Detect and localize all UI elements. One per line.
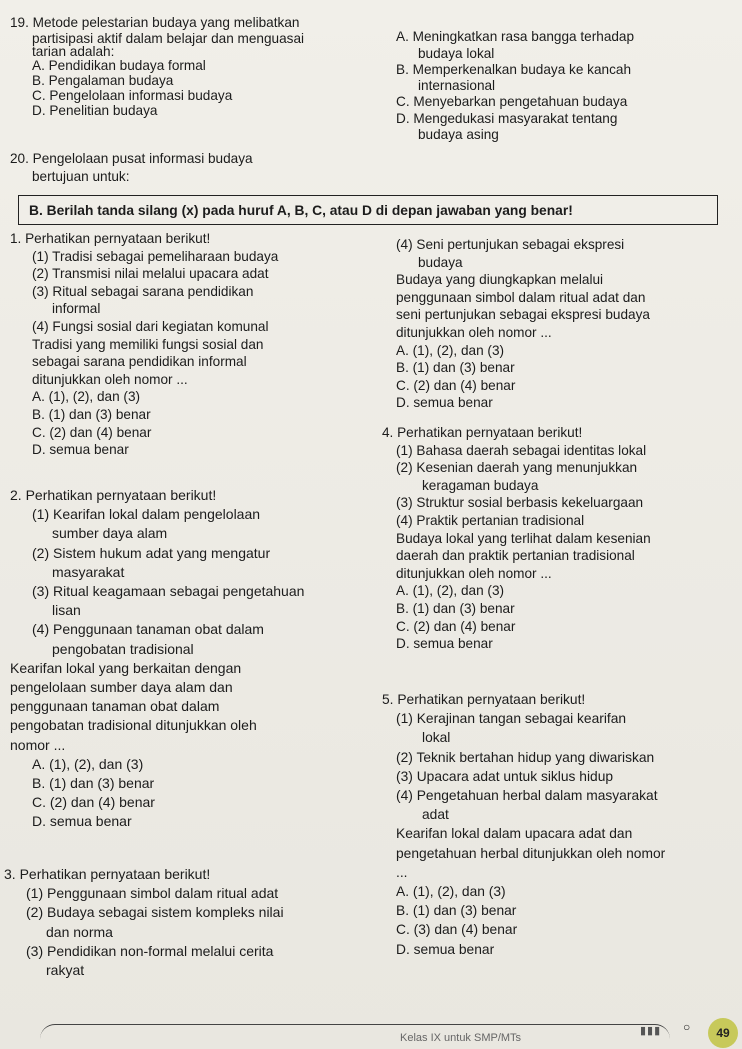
q3-option-b: B. (1) dan (3) benar <box>396 360 515 376</box>
q4-option-d: D. semua benar <box>396 636 493 652</box>
question-20-options <box>396 28 736 143</box>
q4-question: ditunjukkan oleh nomor ... <box>396 565 552 581</box>
q19-line: partisipasi aktif dalam belajar dan menguasai <box>32 30 305 46</box>
q2-statement: sumber daya alam <box>52 525 168 542</box>
q2-option-c: C. (2) dan (4) benar <box>32 794 155 811</box>
q19-option-d: D. Penelitian budaya <box>32 102 158 118</box>
q20-option-c: C. Menyebarkan pengetahuan budaya <box>396 94 628 110</box>
question-4 <box>382 424 736 653</box>
section-b-instruction: B. Berilah tanda silang (x) pada huruf A, B, C, atau D di depan jawaban yang benar! <box>18 195 718 225</box>
q20-option-d-cont: budaya asing <box>418 126 499 142</box>
q4-question: Budaya lokal yang terlihat dalam kesenian <box>396 530 651 546</box>
q5-statement: (2) Teknik bertahan hidup yang diwariskan <box>396 749 655 765</box>
q5-question: pengetahuan herbal ditunjukkan oleh nomor <box>396 845 666 861</box>
q3-statement: (1) Penggunaan simbol dalam ritual adat <box>26 885 279 902</box>
q2-statement: (4) Penggunaan tanaman obat dalam <box>32 621 264 638</box>
q4-statement: (4) Praktik pertanian tradisional <box>396 512 585 528</box>
q3-title: 3. Perhatikan pernyataan berikut! <box>4 866 211 882</box>
q5-statement: lokal <box>422 730 451 746</box>
q2-statement: (2) Sistem hukum adat yang mengatur <box>32 544 271 561</box>
q5-option-c: C. (3) dan (4) benar <box>396 922 518 938</box>
q19-option-c: C. Pengelolaan informasi budaya <box>32 87 233 103</box>
q1-statement: (4) Fungsi sosial dari kegiatan komunal <box>32 318 269 334</box>
q5-question: ... <box>396 864 408 880</box>
q5-statement: adat <box>422 807 449 823</box>
q3-statement: dan norma <box>46 923 113 940</box>
q5-statement: (4) Pengetahuan herbal dalam masyarakat <box>396 788 658 804</box>
q19-line: 19. Metode pelestarian budaya yang melibatkan <box>10 15 300 30</box>
q5-option-a: A. (1), (2), dan (3) <box>396 884 506 900</box>
q1-statement: informal <box>52 301 101 317</box>
q2-title: 2. Perhatikan pernyataan berikut! <box>10 487 217 503</box>
q20-line: 20. Pengelolaan pusat informasi budaya <box>10 151 253 166</box>
q1-statement: (3) Ritual sebagai sarana pendidikan <box>32 283 254 299</box>
q2-option-a: A. (1), (2), dan (3) <box>32 755 144 772</box>
q19-line: tarian adalah: <box>32 43 115 59</box>
question-3 <box>4 865 380 980</box>
q2-statement: (1) Kearifan lokal dalam pengelolaan <box>32 506 261 523</box>
q5-option-d: D. semua benar <box>396 941 495 957</box>
q4-title: 4. Perhatikan pernyataan berikut! <box>382 425 583 440</box>
question-1 <box>10 230 380 459</box>
question-5 <box>382 690 736 959</box>
q2-statement: lisan <box>52 602 81 619</box>
q1-option-b: B. (1) dan (3) benar <box>32 406 151 422</box>
q1-statement: (2) Transmisi nilai melalui upacara adat <box>32 266 269 282</box>
q2-statement: (3) Ritual keagamaan sebagai pengetahuan <box>32 583 305 600</box>
q4-option-b: B. (1) dan (3) benar <box>396 600 515 616</box>
q3-statement: rakyat <box>46 962 85 979</box>
footer-rule <box>40 1024 670 1039</box>
q2-question: nomor ... <box>10 736 66 753</box>
q3-option-a: A. (1), (2), dan (3) <box>396 342 505 358</box>
q1-question: ditunjukkan oleh nomor ... <box>32 371 188 387</box>
q2-statement: pengobatan tradisional <box>52 640 194 657</box>
q4-option-a: A. (1), (2), dan (3) <box>396 583 505 599</box>
q20-option-b-cont: internasional <box>418 78 496 94</box>
q5-title: 5. Perhatikan pernyataan berikut! <box>382 692 586 707</box>
q1-option-d: D. semua benar <box>32 442 129 458</box>
q4-statement: (2) Kesenian daerah yang menunjukkan <box>396 460 638 476</box>
q4-statement: (3) Struktur sosial berbasis kekeluargaan <box>396 495 644 511</box>
q5-option-b: B. (1) dan (3) benar <box>396 903 517 919</box>
q1-question: Tradisi yang memiliki fungsi sosial dan <box>32 336 264 352</box>
q3-statement: (3) Pendidikan non-formal melalui cerita <box>26 942 274 959</box>
q3-question: ditunjukkan oleh nomor ... <box>396 324 552 340</box>
q2-option-d: D. semua benar <box>32 813 132 830</box>
q1-option-a: A. (1), (2), dan (3) <box>32 389 141 405</box>
q3-option-c: C. (2) dan (4) benar <box>396 377 516 393</box>
q3-question: seni pertunjukan sebagai ekspresi budaya <box>396 307 650 323</box>
question-3-continued <box>396 236 736 412</box>
q20-option-a-cont: budaya lokal <box>418 45 495 61</box>
q20-option-a: A. Meningkatkan rasa bangga terhadap <box>396 29 635 44</box>
q20-option-d: D. Mengedukasi masyarakat tentang <box>396 110 618 126</box>
q3-option-d: D. semua benar <box>396 395 493 411</box>
footer-text: Kelas IX untuk SMP/MTs <box>400 1032 522 1044</box>
q1-option-c: C. (2) dan (4) benar <box>32 424 152 440</box>
q2-question: pengobatan tradisional ditunjukkan oleh <box>10 717 257 734</box>
question-19 <box>10 14 380 118</box>
footer-decoration: ▮▮▮ <box>640 1025 662 1037</box>
circle-icon: ○ <box>683 1020 691 1034</box>
q2-question: penggunaan tanaman obat dalam <box>10 698 220 715</box>
page-number: 49 <box>708 1018 738 1048</box>
q20-option-b: B. Memperkenalkan budaya ke kancah <box>396 61 632 77</box>
page-footer <box>0 1018 742 1049</box>
q1-question: sebagai sarana pendidikan informal <box>32 354 247 370</box>
question-2 <box>10 486 380 832</box>
q19-option-a: A. Pendidikan budaya formal <box>32 57 206 73</box>
q2-option-b: B. (1) dan (3) benar <box>32 775 155 792</box>
q3-statement: (4) Seni pertunjukan sebagai ekspresi <box>396 237 625 252</box>
q19-option-b: B. Pengalaman budaya <box>32 72 174 88</box>
q4-question: daerah dan praktik pertanian tradisional <box>396 548 635 564</box>
q4-option-c: C. (2) dan (4) benar <box>396 618 516 634</box>
question-20 <box>10 150 380 185</box>
q3-question: Budaya yang diungkapkan melalui <box>396 272 604 288</box>
q1-title: 1. Perhatikan pernyataan berikut! <box>10 231 211 246</box>
q5-statement: (3) Upacara adat untuk siklus hidup <box>396 768 614 784</box>
q1-statement: (1) Tradisi sebagai pemeliharaan budaya <box>32 248 279 264</box>
q5-statement: (1) Kerajinan tangan sebagai kearifan <box>396 711 627 727</box>
q3-statement: (2) Budaya sebagai sistem kompleks nilai <box>26 904 284 921</box>
q2-question: pengelolaan sumber daya alam dan <box>10 679 233 696</box>
q3-statement: budaya <box>418 254 463 270</box>
q20-line: bertujuan untuk: <box>32 168 130 184</box>
q5-question: Kearifan lokal dalam upacara adat dan <box>396 826 633 842</box>
q4-statement: (1) Bahasa daerah sebagai identitas lokal <box>396 442 647 458</box>
q4-statement: keragaman budaya <box>422 477 539 493</box>
q3-question: penggunaan simbol dalam ritual adat dan <box>396 289 646 305</box>
q2-question: Kearifan lokal yang berkaitan dengan <box>10 659 242 676</box>
q2-statement: masyarakat <box>52 563 125 580</box>
